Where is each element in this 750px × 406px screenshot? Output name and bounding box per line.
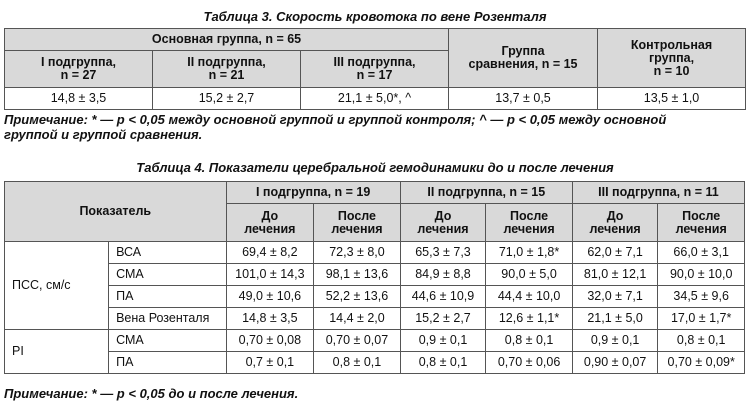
control-line1: Контрольная [630, 37, 713, 52]
after-line1: После [337, 208, 377, 223]
after-header [314, 204, 401, 242]
table-row [5, 242, 745, 264]
value-cell: 90,0 ± 10,0 [658, 264, 745, 286]
value-cell: 0,7 ± 0,1 [226, 352, 314, 374]
subgroup-1-header [5, 51, 153, 88]
before-header [226, 204, 314, 242]
after-line1: После [682, 208, 721, 223]
subgroup-1-line1: I подгруппа, [40, 55, 117, 69]
before-line2: лечения [589, 221, 641, 236]
row-label: СМА [109, 330, 226, 352]
table-row [5, 330, 745, 352]
before-line2: лечения [244, 221, 296, 236]
pi-label: PI [5, 330, 109, 374]
value-cell: 62,0 ± 7,1 [572, 242, 658, 264]
subgroup-2-line2: n = 21 [208, 68, 245, 82]
value-cell: 44,6 ± 10,9 [400, 286, 486, 308]
value-cell: 0,70 ± 0,08 [226, 330, 314, 352]
table3-value-cell: 13,5 ± 1,0 [598, 88, 746, 110]
row-label: Вена Розенталя [109, 308, 226, 330]
row-label: ВСА [109, 242, 226, 264]
table3-note [4, 112, 746, 142]
table3-note-line2: группой и группой сравнения. [4, 127, 203, 142]
value-cell: 71,0 ± 1,8* [486, 242, 573, 264]
subgroup-3-header [301, 51, 449, 88]
value-cell: 15,2 ± 2,7 [400, 308, 486, 330]
group-1-header: I подгруппа, n = 19 [226, 182, 400, 204]
table4-note: Примечание: * — p < 0,05 до и после лечения. [4, 386, 299, 401]
value-cell: 0,8 ± 0,1 [314, 352, 401, 374]
before-line1: До [261, 208, 279, 223]
table-row [5, 286, 745, 308]
value-cell: 84,9 ± 8,8 [400, 264, 486, 286]
value-cell: 65,3 ± 7,3 [400, 242, 486, 264]
value-cell: 81,0 ± 12,1 [572, 264, 658, 286]
value-cell: 0,90 ± 0,07 [572, 352, 658, 374]
table3-value-cell: 21,1 ± 5,0*, ^ [301, 88, 449, 110]
table4 [4, 181, 745, 374]
control-line2: группа, [648, 50, 695, 65]
pss-label: ПСС, см/с [5, 242, 109, 330]
table-row [5, 264, 745, 286]
value-cell: 90,0 ± 5,0 [486, 264, 573, 286]
table-row [5, 308, 745, 330]
value-cell: 72,3 ± 8,0 [314, 242, 401, 264]
comparison-line2: сравнения, n = 15 [468, 57, 578, 71]
value-cell: 12,6 ± 1,1* [486, 308, 573, 330]
row-label: ПА [109, 286, 226, 308]
table4-caption: Таблица 4. Показатели церебральной гемодинамики до и после лечения [136, 160, 614, 175]
subgroup-3-line1: III подгруппа, [333, 55, 416, 69]
table-row [5, 352, 745, 374]
before-header [572, 204, 658, 242]
value-cell: 21,1 ± 5,0 [572, 308, 658, 330]
value-cell: 0,70 ± 0,06 [486, 352, 573, 374]
table3-caption: Таблица 3. Скорость кровотока по вене Розенталя [203, 9, 547, 24]
subgroup-2-header [153, 51, 301, 88]
after-header [486, 204, 573, 242]
after-line2: лечения [675, 221, 727, 236]
table3-value-cell: 14,8 ± 3,5 [5, 88, 153, 110]
value-cell: 0,8 ± 0,1 [658, 330, 745, 352]
subgroup-3-line2: n = 17 [356, 68, 393, 82]
before-line2: лечения [417, 221, 469, 236]
value-cell: 0,9 ± 0,1 [400, 330, 486, 352]
value-cell: 101,0 ± 14,3 [226, 264, 314, 286]
row-label: ПА [109, 352, 226, 374]
subgroup-2-line1: II подгруппа, [187, 55, 266, 69]
comparison-group-header [449, 29, 598, 88]
table3 [4, 28, 746, 110]
value-cell: 14,8 ± 3,5 [226, 308, 314, 330]
comparison-line1: Группа [501, 44, 545, 58]
value-cell: 0,8 ± 0,1 [486, 330, 573, 352]
group-3-header: III подгруппа, n = 11 [572, 182, 744, 204]
after-line2: лечения [331, 221, 383, 236]
value-cell: 14,4 ± 2,0 [314, 308, 401, 330]
control-line3: n = 10 [653, 63, 690, 78]
before-header [400, 204, 486, 242]
table3-value-cell: 13,7 ± 0,5 [449, 88, 598, 110]
value-cell: 34,5 ± 9,6 [658, 286, 745, 308]
after-line2: лечения [503, 221, 555, 236]
table3-value-cell: 15,2 ± 2,7 [153, 88, 301, 110]
value-cell: 49,0 ± 10,6 [226, 286, 314, 308]
before-line1: До [434, 208, 452, 223]
value-cell: 98,1 ± 13,6 [314, 264, 401, 286]
value-cell: 52,2 ± 13,6 [314, 286, 401, 308]
indicator-header: Показатель [5, 182, 227, 242]
value-cell: 0,70 ± 0,07 [314, 330, 401, 352]
subgroup-1-line2: n = 27 [60, 68, 97, 82]
value-cell: 0,70 ± 0,09* [658, 352, 745, 374]
after-header [658, 204, 745, 242]
main-group-header: Основная группа, n = 65 [5, 29, 449, 51]
value-cell: 0,8 ± 0,1 [400, 352, 486, 374]
value-cell: 32,0 ± 7,1 [572, 286, 658, 308]
value-cell: 66,0 ± 3,1 [658, 242, 745, 264]
after-line1: После [509, 208, 549, 223]
value-cell: 44,4 ± 10,0 [486, 286, 573, 308]
table3-note-line1: Примечание: * — p < 0,05 между основной группой и группой контроля; ^ — p < 0,05 между основной [4, 112, 667, 127]
value-cell: 69,4 ± 8,2 [226, 242, 314, 264]
group-2-header: II подгруппа, n = 15 [400, 182, 572, 204]
control-group-header [598, 29, 746, 88]
value-cell: 17,0 ± 1,7* [658, 308, 745, 330]
row-label: СМА [109, 264, 226, 286]
value-cell: 0,9 ± 0,1 [572, 330, 658, 352]
before-line1: До [606, 208, 624, 223]
